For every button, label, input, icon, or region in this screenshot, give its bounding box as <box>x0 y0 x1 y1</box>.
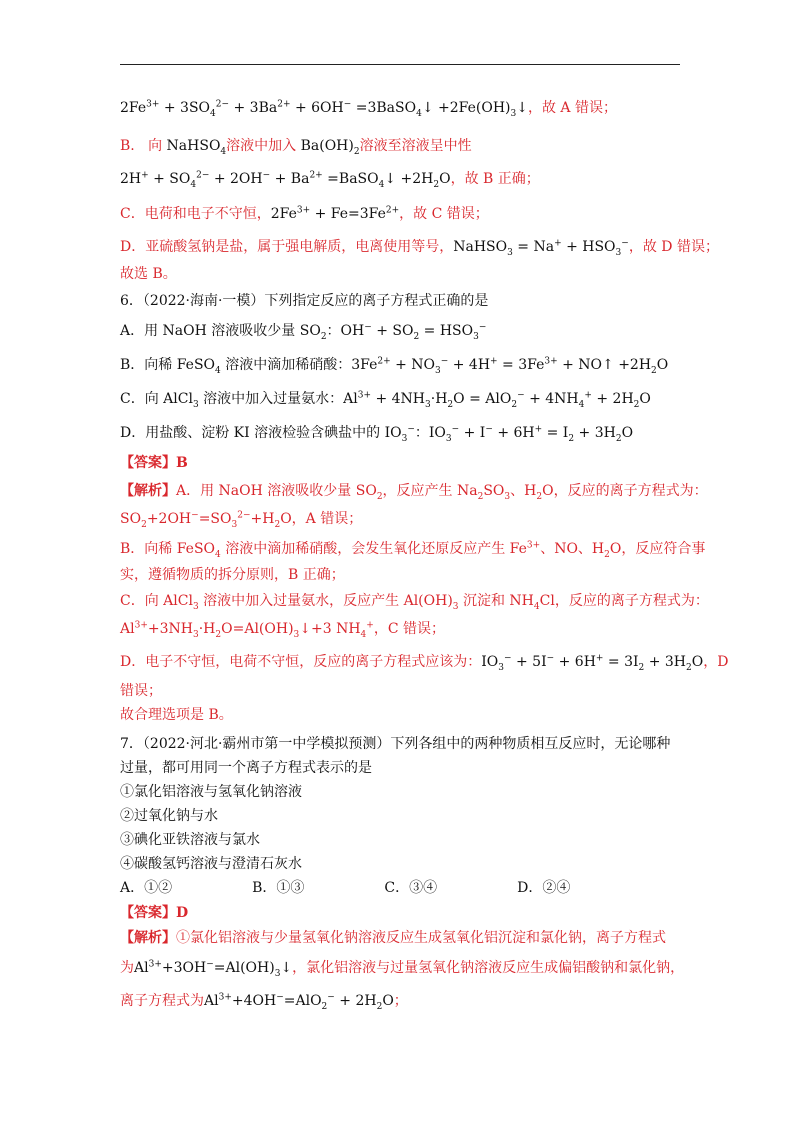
item-2: ②过氧化钠与水 <box>120 808 218 824</box>
option-d: D．用盐酸、淀粉 KI 溶液检验含碘盐中的 $IO_3^-$：$IO_3^- + I^- + 6H^+ = I_2 + 3H_2O$ <box>120 424 634 444</box>
analysis-line: $SO_2+2OH^-=SO_3^{2-}+H_2O$，A 错误； <box>120 510 363 530</box>
analysis-line: 故合理选项是 B。 <box>120 707 233 723</box>
analysis-line: C．向 AlCl$_3$ 溶液中加入过量氨水，反应产生 $Al(OH)_3$ 沉淀和 $NH_4Cl$，反应的离子方程式为： <box>120 593 709 612</box>
answer-label: 【答案】D <box>120 905 189 921</box>
choices-row: A．①② B．①③ C．③④ D．②④ <box>120 880 571 896</box>
analysis-line: B．向稀 FeSO$_4$ 溶液中滴加稀硝酸，会发生氧化还原反应产生 $Fe^{3+}$、NO、$H_2O$，反应符合事 <box>120 540 706 560</box>
text-line: C．电荷和电子不守恒，$2Fe^{3+} + Fe=3Fe^{2+}$，故 C 错误； <box>120 205 489 222</box>
option-b: B．向稀 FeSO$_4$ 溶液中滴加稀硝酸：$3Fe^{2+} + NO_3^- + 4H^+ = 3Fe^{3+}$ + NO↑ $+2H_2O$ <box>120 356 669 376</box>
question-6: 6．（2022·海南·一模）下列指定反应的离子方程式正确的是 <box>120 293 489 309</box>
text-line: 故选 B。 <box>120 266 177 282</box>
text-line: D．亚硫酸氢钠是盐，属于强电解质，电离使用等号，NaHSO$_3$ = $Na^+ + HSO_3^-$，故 D 错误； <box>120 238 719 258</box>
option-a: A．用 NaOH 溶液吸收少量 $SO_2$：$OH^- + SO_2 = HSO_3^-$ <box>120 322 487 342</box>
text-line: B. 向 NaHSO$_4$溶液中加入 $Ba(OH)_2$溶液至溶液呈中性 <box>120 138 472 157</box>
analysis-line: D．电子不守恒，电荷不守恒，反应的离子方程式应该为：$IO_3^- + 5I^- + 6H^+ = 3I_2 + 3H_2O$，D <box>120 653 729 673</box>
answer-label: 【答案】B <box>120 455 188 471</box>
header-rule <box>120 64 680 65</box>
analysis-line: 【解析】A．用 NaOH 溶液吸收少量 $SO_2$，反应产生 $Na_2SO_3$、$H_2O$，反应的离子方程式为： <box>120 483 708 502</box>
item-1: ①氯化铝溶液与氢氧化钠溶液 <box>120 784 302 800</box>
question-7-cont: 过量，都可用同一个离子方程式表示的是 <box>120 760 372 776</box>
analysis-line: 错误； <box>120 683 162 699</box>
question-7: 7．（2022·河北·霸州市第一中学模拟预测）下列各组中的两种物质相互反应时，无论哪种 <box>120 736 671 752</box>
option-c: C．向 AlCl$_3$ 溶液中加入过量氨水：$Al^{3+} + 4NH_3\cdot H_2O = AlO_2^- + 4NH_4^+ + 2H_2O$ <box>120 390 651 410</box>
text-line: $2Fe^{3+} + 3SO_4^{2-} + 3Ba^{2+} + 6OH^-$ =3BaSO$_4$↓ $+2Fe(OH)_3↓$，故 A 错误； <box>120 99 617 119</box>
item-4: ④碳酸氢钙溶液与澄清石灰水 <box>120 856 302 872</box>
analysis-line: 为$Al^{3+}+3OH^-=Al(OH)_3↓$，氯化铝溶液与过量氢氧化钠溶液反应生成偏铝酸钠和氯化钠， <box>120 959 685 979</box>
analysis-line: $Al^{3+}+3NH_3\cdot H_2O=Al(OH)_3↓+3$ $NH_4^+$，C 错误； <box>120 620 445 640</box>
item-3: ③碘化亚铁溶液与氯水 <box>120 832 260 848</box>
analysis-line: 离子方程式为$Al^{3+}+4OH^-=AlO_2^- + 2H_2O$； <box>120 992 408 1012</box>
text-line: $2H^+ + SO_4^{2-} + 2OH^- + Ba^{2+}$ =BaSO$_4$↓ $+2H_2O$，故 B 正确； <box>120 170 540 190</box>
analysis-line: 【解析】①氯化铝溶液与少量氢氧化钠溶液反应生成氢氧化铝沉淀和氯化钠，离子方程式 <box>120 930 666 946</box>
analysis-line: 实，遵循物质的拆分原则，B 正确； <box>120 567 345 583</box>
